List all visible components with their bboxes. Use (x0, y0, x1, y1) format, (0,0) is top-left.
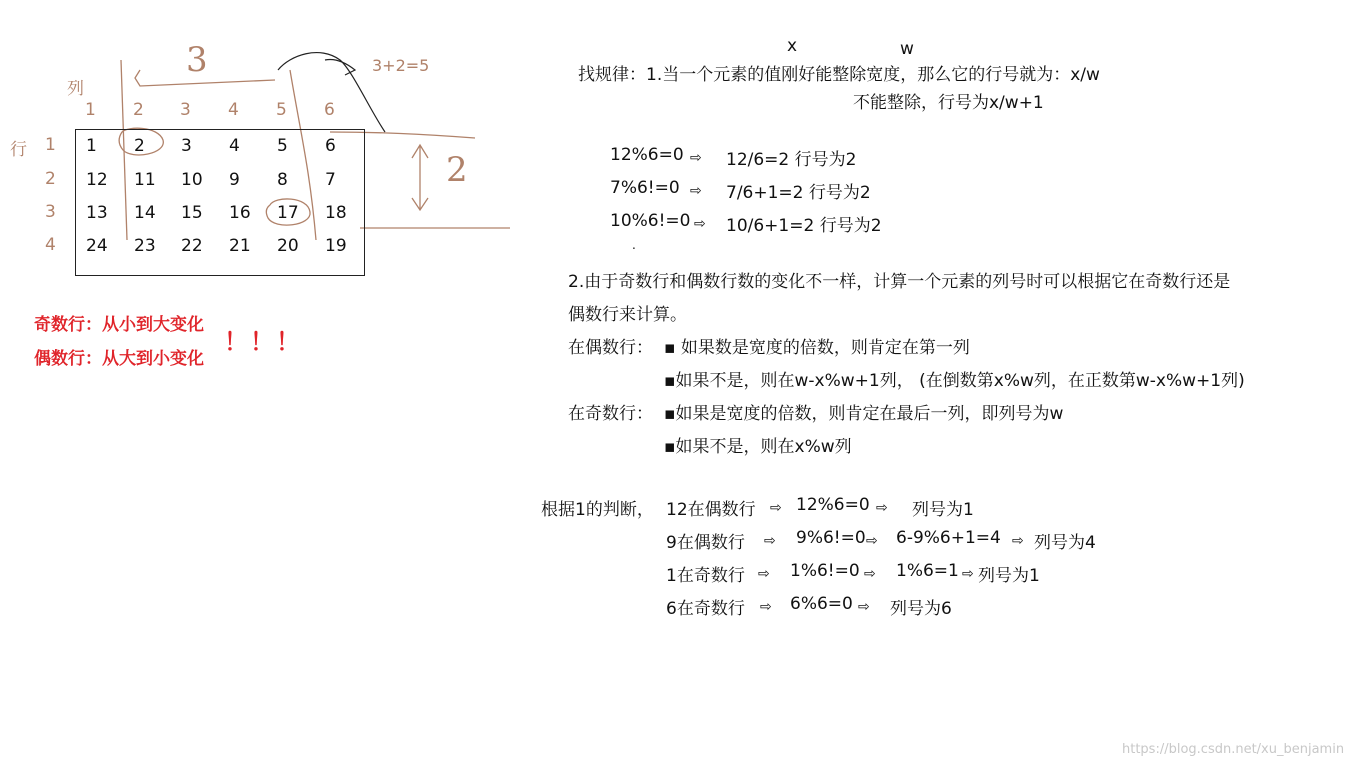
grid-cell: 8 (277, 170, 288, 190)
even-row-item: ▪ 如果数是宽度的倍数，则肯定在第一列 (664, 338, 970, 358)
arrow-icon: ⇨ (690, 183, 702, 199)
judgement-three-c: 1%6=1 (896, 561, 959, 581)
example-three-b: 10/6+1=2 行号为2 (726, 216, 882, 236)
arrow-icon: ⇨ (690, 150, 702, 166)
grid-cell: 9 (229, 170, 240, 190)
grid-cell: 7 (325, 170, 336, 190)
rule-one: 找规律：1.当一个元素的值刚好能整除宽度，那么它的行号就为：x/w (578, 65, 1100, 85)
grid-cell: 15 (181, 203, 203, 223)
grid-cell: 6 (325, 136, 336, 156)
row-header: 3 (45, 202, 56, 222)
column-header: 3 (180, 100, 191, 120)
grid-cell: 1 (86, 136, 97, 156)
number-grid (75, 129, 365, 276)
grid-cell: 13 (86, 203, 108, 223)
example-one-a: 12%6=0 (610, 145, 684, 165)
double-arrow-stroke (412, 145, 428, 210)
arrow-icon: ⇨ (962, 566, 974, 582)
arrow-icon: ⇨ (876, 500, 888, 516)
w-label: w (900, 39, 914, 59)
arrow-icon: ⇨ (758, 566, 770, 582)
grid-cell: 12 (86, 170, 108, 190)
grid-cell: 14 (134, 203, 156, 223)
odd-row-rule: 奇数行：从小到大变化 (34, 315, 204, 335)
grid-cell: 17 (277, 203, 299, 223)
odd-row-heading: 在奇数行： (568, 404, 653, 424)
x-label: x (787, 36, 798, 56)
judgement-three-b: 1%6!=0 (790, 561, 860, 581)
arrow-icon: ⇨ (866, 533, 878, 549)
grid-cell: 11 (134, 170, 156, 190)
even-row-item: ▪如果不是，则在w-x%w+1列， (在倒数第x%w列，在正数第w-x%w+1列) (664, 371, 1245, 391)
grid-cell: 10 (181, 170, 203, 190)
column-header: 2 (133, 100, 144, 120)
grid-cell: 24 (86, 236, 108, 256)
odd-row-item: ▪如果不是，则在x%w列 (664, 437, 852, 457)
rule-two-b: 偶数行来计算。 (568, 305, 687, 325)
even-row-heading: 在偶数行： (568, 338, 653, 358)
grid-cell: 4 (229, 136, 240, 156)
arrow-icon: ⇨ (858, 599, 870, 615)
arrow-head-stroke (325, 59, 355, 75)
arrow-icon: ⇨ (864, 566, 876, 582)
example-three-a: 10%6!=0 (610, 211, 691, 231)
rule-two-a: 2.由于奇数行和偶数行数的变化不一样，计算一个元素的列号时可以根据它在奇数行还是 (568, 272, 1231, 292)
judgement-two-b: 9%6!=0 (796, 528, 866, 548)
judgement-three-a: 1在奇数行 (666, 566, 745, 586)
grid-cell: 18 (325, 203, 347, 223)
judgement-four-b: 6%6=0 (790, 594, 853, 614)
rule-one-b: 不能整除，行号为x/w+1 (853, 93, 1044, 113)
grid-cell: 2 (134, 136, 145, 156)
hand-three: 3 (186, 40, 208, 80)
grid-cell: 21 (229, 236, 251, 256)
grid-cell: 22 (181, 236, 203, 256)
watermark: https://blog.csdn.net/xu_benjamin (1122, 742, 1345, 757)
column-header: 1 (85, 100, 96, 120)
row-header: 1 (45, 135, 56, 155)
grid-cell: 23 (134, 236, 156, 256)
arrow-icon: ⇨ (1012, 533, 1024, 549)
example-two-b: 7/6+1=2 行号为2 (726, 183, 871, 203)
judgement-two-a: 9在偶数行 (666, 533, 745, 553)
grid-cell: 3 (181, 136, 192, 156)
hand-equation: 3+2=5 (372, 56, 430, 75)
hand-two: 2 (446, 150, 468, 190)
grid-cell: 5 (277, 136, 288, 156)
judgement-heading: 根据1的判断， (541, 500, 654, 520)
even-row-rule: 偶数行：从大到小变化 (34, 349, 204, 369)
grid-cell: 20 (277, 236, 299, 256)
odd-row-item: ▪如果是宽度的倍数，则肯定在最后一列，即列号为w (664, 404, 1064, 424)
row-header: 4 (45, 235, 56, 255)
judgement-one-a: 12在偶数行 (666, 500, 756, 520)
column-header: 5 (276, 100, 287, 120)
arrow-icon: ⇨ (770, 500, 782, 516)
arrow-icon: ⇨ (760, 599, 772, 615)
grid-cell: 19 (325, 236, 347, 256)
column-label: 列 (67, 79, 84, 99)
judgement-four-c: 列号为6 (890, 599, 952, 619)
exclamation-marks: ！！！ (224, 328, 302, 356)
judgement-one-b: 12%6=0 (796, 495, 870, 515)
example-two-a: 7%6!=0 (610, 178, 680, 198)
judgement-two-c: 6-9%6+1=4 (896, 528, 1001, 548)
row-label: 行 (10, 140, 27, 160)
grid-cell: 16 (229, 203, 251, 223)
arrow-icon: ⇨ (694, 216, 706, 232)
example-one-b: 12/6=2 行号为2 (726, 150, 857, 170)
judgement-one-c: 列号为1 (912, 500, 974, 520)
stray-dot: . (632, 238, 636, 252)
column-header: 6 (324, 100, 335, 120)
column-header: 4 (228, 100, 239, 120)
judgement-two-d: 列号为4 (1034, 533, 1096, 553)
row-header: 2 (45, 169, 56, 189)
judgement-four-a: 6在奇数行 (666, 599, 745, 619)
judgement-three-d: 列号为1 (978, 566, 1040, 586)
arrow-icon: ⇨ (764, 533, 776, 549)
